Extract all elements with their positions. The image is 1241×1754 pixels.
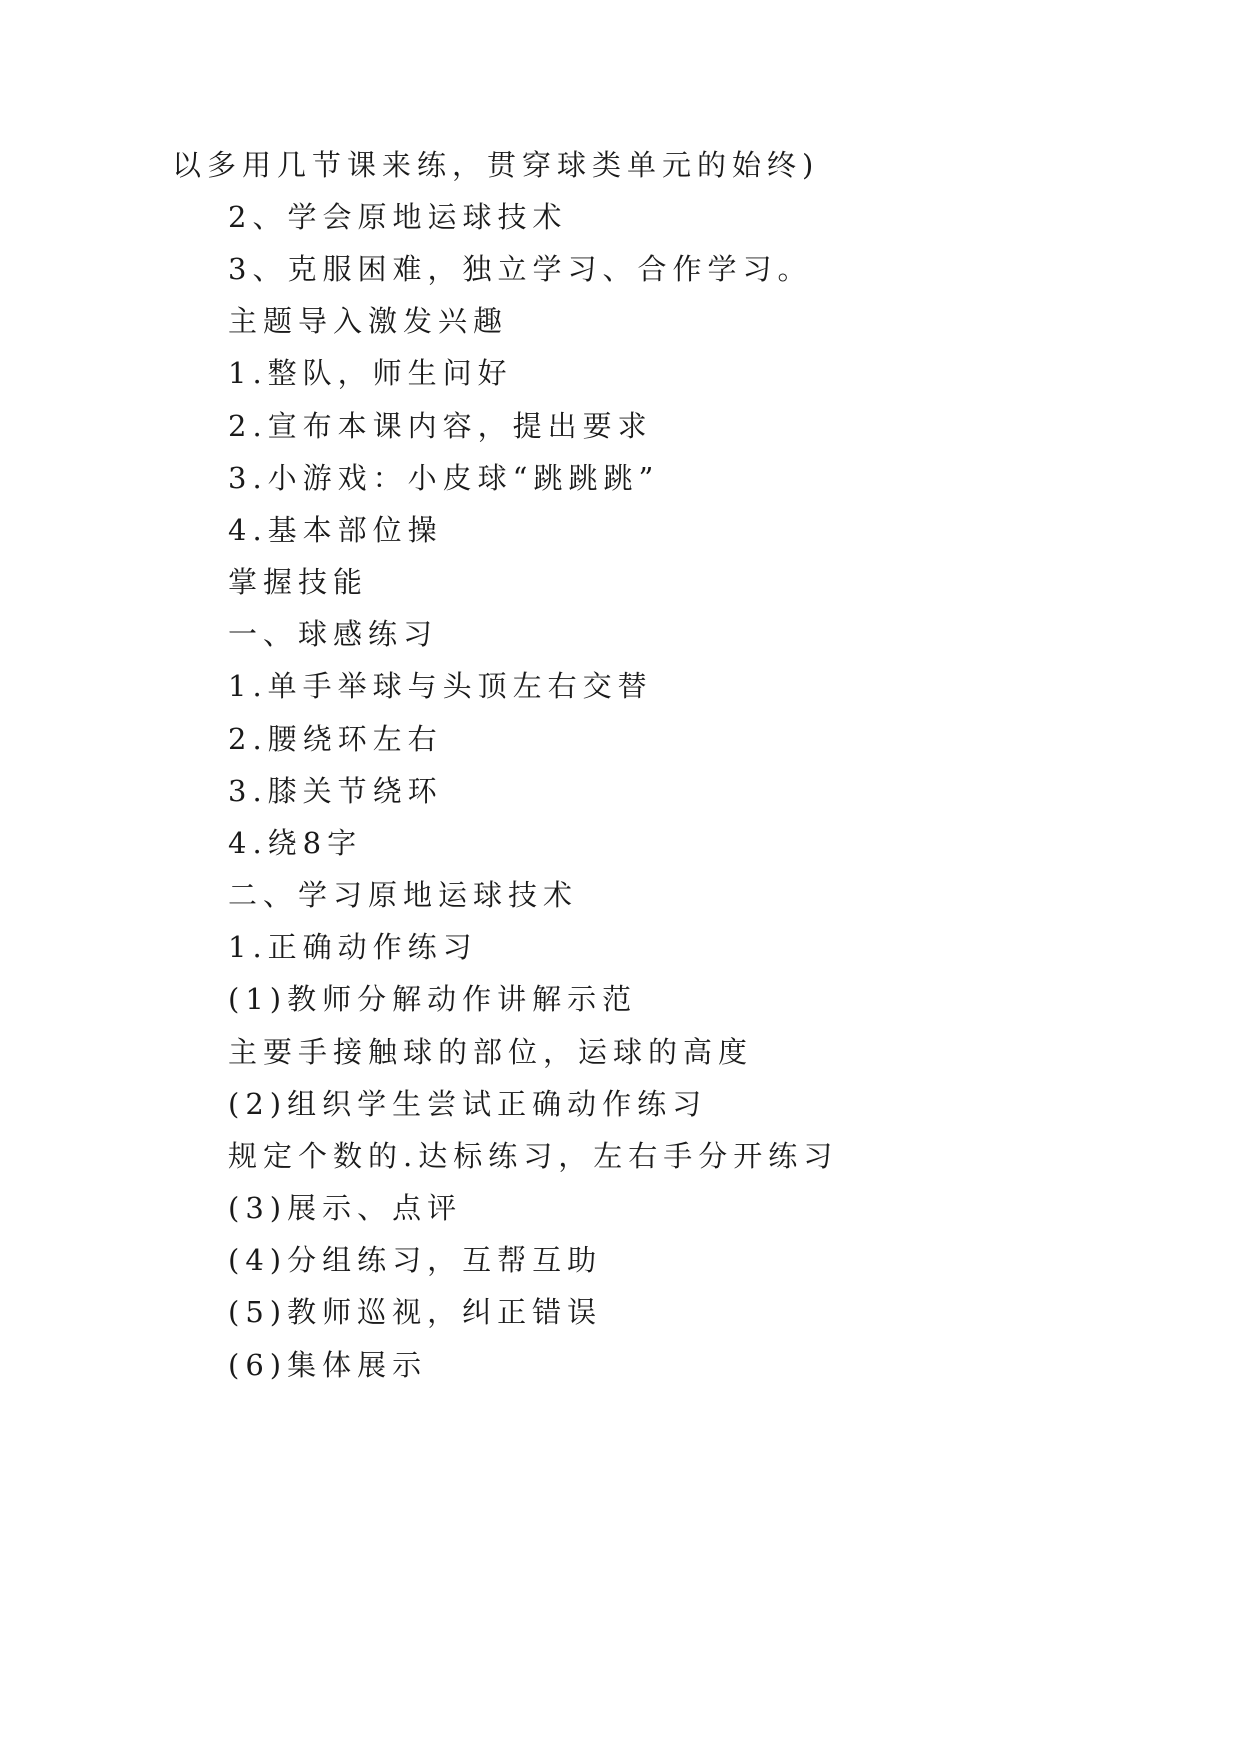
text-line: 一、球感练习 — [228, 617, 439, 651]
text-line: 3、克服困难，独立学习、合作学习。 — [228, 252, 813, 286]
text-line: 2.宣布本课内容，提出要求 — [228, 409, 653, 443]
text-line: 1.正确动作练习 — [228, 930, 478, 964]
text-line: 3.小游戏：小皮球“跳跳跳” — [228, 461, 660, 495]
text-line: 以多用几节课来练，贯穿球类单元的始终) — [172, 148, 820, 182]
text-line: 规定个数的.达标练习，左右手分开练习 — [228, 1139, 839, 1173]
text-line: 2.腰绕环左右 — [228, 722, 443, 756]
text-line: 3.膝关节绕环 — [228, 774, 443, 808]
text-line: (5)教师巡视，纠正错误 — [228, 1295, 603, 1329]
text-line: (4)分组练习，互帮互助 — [228, 1243, 603, 1277]
text-line: (2)组织学生尝试正确动作练习 — [228, 1087, 708, 1121]
text-line: 1.整队，师生问好 — [228, 356, 513, 390]
text-line: 4.绕8字 — [228, 826, 363, 860]
text-line: 二、学习原地运球技术 — [228, 878, 579, 912]
text-line: 4.基本部位操 — [228, 513, 443, 547]
text-line: 主题导入激发兴趣 — [228, 304, 509, 338]
text-line: 2、学会原地运球技术 — [228, 200, 568, 234]
text-line: 主要手接触球的部位，运球的高度 — [228, 1035, 754, 1069]
text-line: (6)集体展示 — [228, 1348, 428, 1382]
text-line: 1.单手举球与头顶左右交替 — [228, 669, 653, 703]
text-line: (3)展示、点评 — [228, 1191, 463, 1225]
text-line: (1)教师分解动作讲解示范 — [228, 982, 638, 1016]
text-line: 掌握技能 — [228, 565, 369, 599]
